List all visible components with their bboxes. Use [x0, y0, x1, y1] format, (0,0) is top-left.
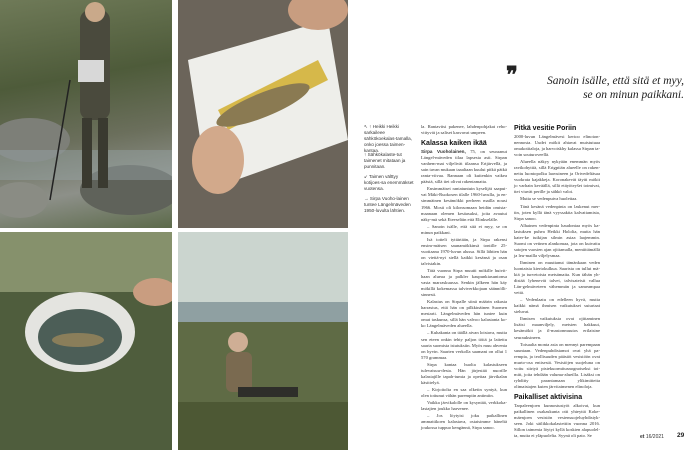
- paragraph: – Jos löytyisi joku paikallinen ammattikoen kalastava, ostaisimme häneltä joukossa tuppuo kengännä, Sirpa sanoo.: [421, 413, 507, 431]
- paragraph: Tätä vuonna Sirpa muutti mökille huivit-haan alueaa ja palkler kaupunkiasuntonsa vasta marraskuussa. Senkin jälkeen hän käy mökillä kokemassa talviverkkojaan säännölli-sinnesti.: [421, 267, 507, 298]
- paragraph: Toisaalta monta asia on mennyt parempaan suuntaan. Vedenpuhdistamot ovat yhä pa-rempia, ja teollisuuden päästöt vesistöön ovat murto-osa entisestä. Vesistöjen suojeluna on voitu siirtyä pistekuormitusnognoiseksi toi-mitt, joita tehdään valuma-alueilla. Lisäksi on ryhditty parantamaan ylikimitteita olimaistajen kuten järvitaimenen elinoloja.: [514, 341, 600, 389]
- photo-caption: ↙ Taimen välttyy kotijoes-sa enemmäkset vuotensa.: [364, 174, 414, 191]
- magazine-brand: et: [640, 434, 645, 440]
- net-scene: [0, 232, 172, 450]
- issue-number: 16/2021: [645, 434, 664, 440]
- pull-quote: [360, 74, 684, 102]
- photo-caption: → Sirpa Vuoho-lainen tuntee Längelmäveden 1950-luvulta lähtien.: [364, 196, 411, 213]
- issue-footer: [640, 434, 664, 440]
- paragraph: 2000-luvun Längelmävesi kertoo elinoton-nennosta. Uudet mökit ahtavat muistutuaa omakotitaloja, ja harvoiskhy kalassa Sirpan ta-voin souturoveellä.: [514, 134, 600, 158]
- pull-quote-line-1: Sanoin isälle, että sitä et myy,: [546, 75, 684, 87]
- lead-name: Sirpa Vuoholainen,: [421, 149, 466, 155]
- river-scene: [0, 0, 172, 228]
- page-number: 29: [677, 432, 685, 439]
- paragraph: Alueella näkyy nykyään enemmän myös ravikohyttiä, sillä Erigptiän alueelle on raken-nettu luontopolku laavuineen ja Orivedeltäsaa vuokrata kajakkeja. Koronakevät täytti mökit jo varhain keväällä, sillä etäyöteyšet toimivat, ttei viuvät perille ja sähkö valoi.: [514, 159, 600, 195]
- paragraph: Tarpaleenjoen kunnostustyöt alkoivat, kun paikallinen osakaskunta otti yhteyttä Koke-mäenjoen vesistön vesiensuojeluyhdistyk-seen. Joki säilikkokalastettiin vuonna 2016. Sillon taimenia löytyi kyllä koskien alapuolel-ta, mutta ei yläpuolelta. Syynä oli pato. Se: [514, 402, 600, 439]
- paragraph: Tänä kesänä vedenpinta on laskenut mer-tin, joten kyllä tänä vyyssaktta kalvattamista, Sirpa sanoo.: [514, 203, 600, 221]
- paragraph: Kalastus on Sirpalle siinä määrin rakasta harrastus, että hän on pilkkinäinen Suomen mestarti. Längelmäveden hän tuntee kuin omat taskunsa, sillä hän valvoo kalastanta ko-ko Längelmäveden alueella.: [421, 299, 507, 329]
- paragraph: Vaikka järvikalolle on kysyntää, verkkoka-lastajien joukko harvenee.: [421, 399, 507, 412]
- paragraph: Ihminen on muuttanut tämänkaan veden luontaisia kiertokulkua. Saarista on tullut mä-kiä ja turvetoista metsämaita. Kun tähän yh-distää lyhenevät talvet, talvisateisit vallua Län-gelmäveteen vähemmän ja sameampaa vettä.: [514, 259, 600, 296]
- paragraph: – Sanoin isälle, että sitä et myy, se on minun paikkani.: [421, 223, 507, 235]
- quote-mark-icon: ❞: [506, 62, 518, 87]
- article-column-2: [514, 124, 600, 440]
- paragraph: – Kuhakanta on täällä aivan loistava, mutta sen eteen onkin tehty paljon töitä ja laitettu saaria suomista istutuksiin. Myös muu ahventa on hyvin. Saarien verkolla saamani on ollut 1 570 grammaa.: [421, 330, 507, 360]
- photo-river-electrofishing: [0, 0, 172, 228]
- paragraph: Isä totteli tyttärtään, ja Sirpa rakensi ensim-mäisen saunamökkinsä tontille 25-vuotiaana 1970-luvun alussa. Sillä lähtien hän on viettä-nyt siellä kaikki kesänsä ja osan talvistakin.: [421, 236, 507, 266]
- paragraph: – Kirjoitolta en saa olketin syntyä, kun olen tottunut vähän parempiin antimiin.: [421, 386, 507, 398]
- photo-sirpa-vuoholainen: [178, 232, 348, 450]
- photo-caption: ↖ ↑ Heikki Heikki sarkaileee sähkökoekalas-tamalla, onko joessa taimen-kantaa.: [364, 124, 413, 153]
- photo-caption: ↑ Sähkökalaste-tut taimenet mitataan ja punnitaan.: [364, 152, 406, 169]
- paragraph-text: 75, on seuraanut Längel-mäveden tilaa lapsesta asti. Sirpan vanhem-mat viljelivät tilaansa Ertjärvellä, ja sain tavan mukaan taaaltaan kuului pitkä pätkä ranta-viivaa. Rannaan oli kuitenkin vaikea päästä, sillä tiet olivat rakentamatta.: [421, 149, 508, 185]
- photo-measuring-trout: [178, 0, 348, 228]
- pull-quote-line-2: se on minun paikkani.: [583, 89, 684, 101]
- paragraph: Ensimmäiset rantatuntuin kyselijät saapui-vat Mäki-Ruokosen tilalle 1960-luvulla, ja en-simmäinen kesämökki perheen mailla nousi 1966. Mosti oli kilonsomaan heidän omista-maanaan olemen kesäasuksi, joita avautui näky-mä sekä Eteeseläin että Elinkselälle.: [421, 186, 507, 222]
- lakeside-scene: [178, 232, 348, 450]
- paragraph: Ihmisen vaikutuksia ovat ojittaminen lisäisi maanviljely, metsien hakkuut, kesämökit ja il-mastonmuutos erilaisine seurauksineen.: [514, 316, 600, 340]
- paragraph: Sirpa kantaa huolta kalastukseen tulevaisuu-desta. Hän järjestää nuorille kalastajille tapah-tumia ja opettaa järvikalan käsittelyä.: [421, 361, 507, 385]
- paragraph: [421, 149, 507, 185]
- paragraph: – Vedenlaatu on edelleen hyvä, mutta kaikki nämä ihmisen vaikutukset suiurtaat sieluvat.: [514, 297, 600, 315]
- photo-trout-in-net: [0, 232, 172, 450]
- article-column-1: [421, 124, 507, 432]
- paragraph: Mutta se vedenpuiva huolettaa.: [520, 196, 578, 202]
- measuring-scene: [178, 0, 348, 228]
- section-heading: Paikalliset aktivisina: [514, 393, 583, 401]
- section-heading: Pitkä vesitie Poriin: [514, 125, 577, 132]
- paragraph: la. Rantavitsi pakenee, lahdenpohjakat reho-vittyvät ja saliset kasvavat umpeen.: [421, 124, 507, 136]
- paragraph: Alhainen vedenpinta haudontaa myös ka-lastuksen puhea Heikki Hololia, mutta hän kater-ke tutkijan silmin asiaa laajemmin. Suomi on vetinen alankomaa, jota on kuivattu satojen vuosien ajan ojittamalla, mentittämällä ja leu-mailla viljelysmaa.: [514, 222, 600, 258]
- section-heading: Kalassa kaiken ikää: [421, 140, 487, 148]
